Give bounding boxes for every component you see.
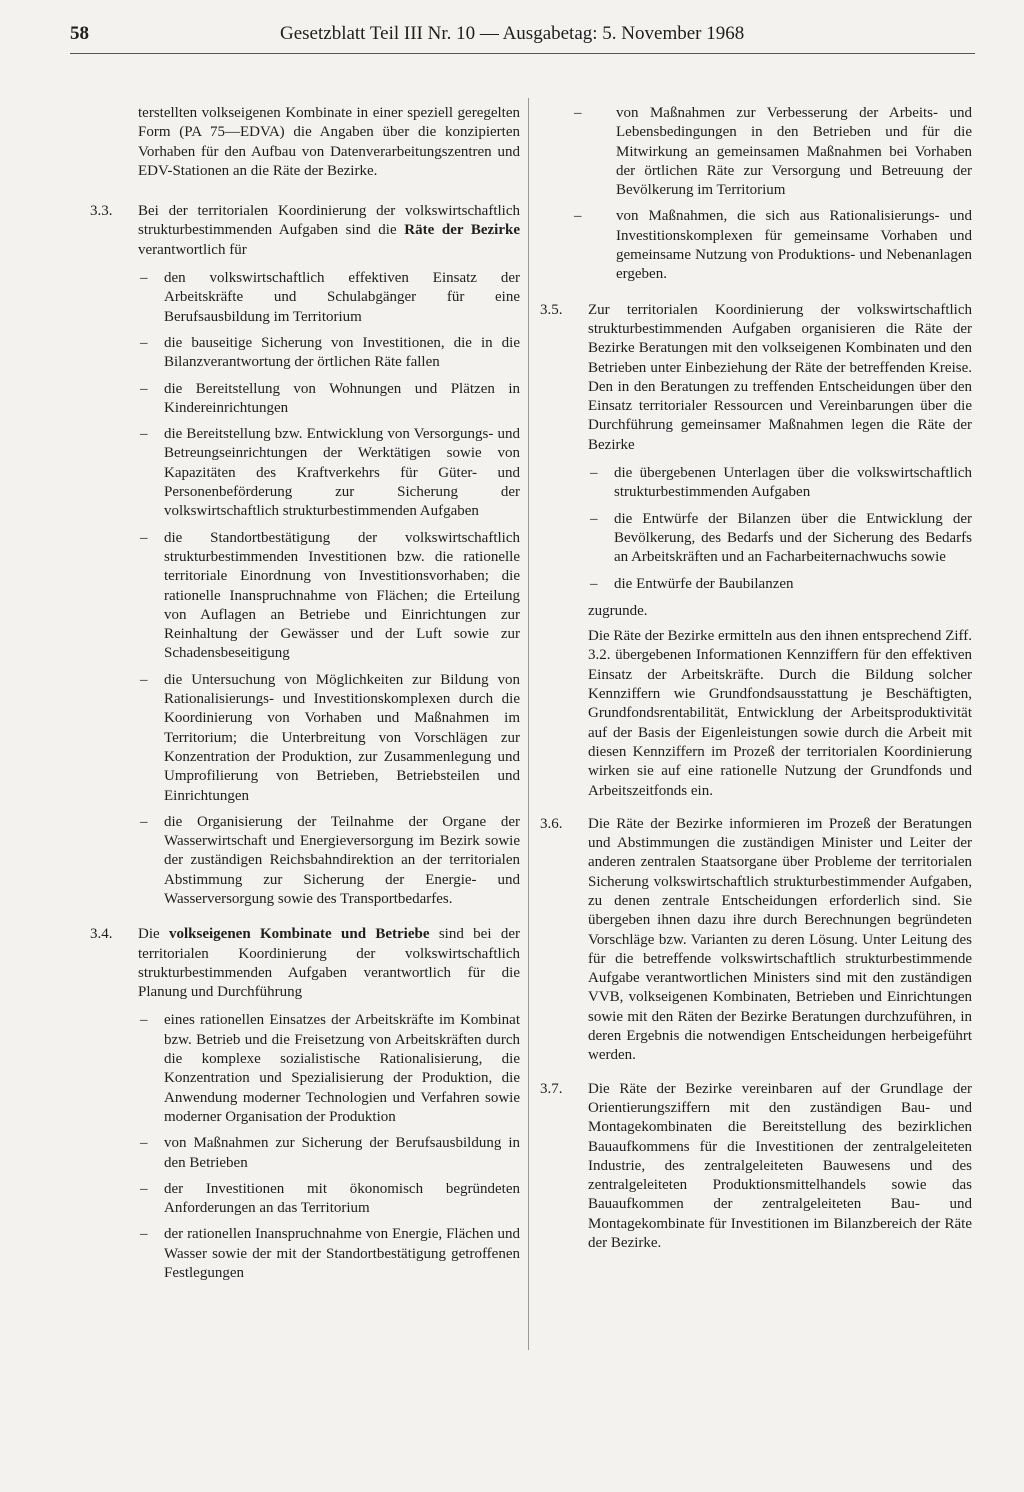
column-separator bbox=[528, 98, 529, 1350]
list-item bbox=[138, 425, 520, 521]
list-item bbox=[138, 380, 520, 419]
list-item-text: – den volkswirtschaftlich effektiven Einsatz der Arbeitskräfte und Schulabgänger für eine Berufsausbildung im Territorium bbox=[164, 270, 520, 325]
section-text: Zur territorialen Koordinierung der volkswirtschaftlich strukturbestimmenden Aufgaben organisieren die Räte der Bezirke Beratungen mit den volkseigenen Kombinaten und den Betrieben unter Einbeziehung der Räte der betreffenden Kreise. Den in den Beratungen zu treffenden Entscheidungen über den Einsatz territorialer Ressourcen und Vereinbarungen über die Durchführung gemeinsamer Maßnahmen legen die Räte der Bezirke bbox=[588, 301, 972, 453]
list-item-text: – die übergebenen Unterlagen über die volkswirtschaftlich strukturbestimmenden Aufgaben bbox=[614, 465, 972, 501]
list-item-text: – die Bereitstellung von Wohnungen und Plätzen in Kindereinrichtungen bbox=[164, 380, 520, 416]
lead-text: verantwortlich für bbox=[138, 241, 247, 258]
list-item bbox=[138, 813, 520, 909]
header-rule bbox=[70, 53, 975, 54]
section-number: 3.7. bbox=[540, 1080, 563, 1097]
list-item bbox=[138, 1180, 520, 1219]
section-3-4 bbox=[90, 925, 520, 1002]
list-item-text: – die Organisierung der Teilnahme der Organe der Wasserwirtschaft und Energieversorgung im Bezirk sowie der zuständigen Reichsbahndirektion an der territorialen Abstimmung zur Sicherung der Energie- und Wasserversorgung sowie des Transportbedarfes. bbox=[164, 813, 520, 907]
section-number: 3.4. bbox=[90, 926, 113, 943]
lead-emphasis: volkseigenen Kombinate und Betriebe bbox=[169, 926, 430, 943]
list-item bbox=[588, 575, 972, 594]
section-3-6 bbox=[540, 815, 972, 1066]
list-3-3 bbox=[138, 269, 520, 909]
list-item-text: – von Maßnahmen zur Sicherung der Berufsausbildung in den Betrieben bbox=[164, 1135, 520, 1171]
list-item-text: – der Investitionen mit ökonomisch begründeten Anforderungen an das Territorium bbox=[164, 1180, 520, 1217]
list-item bbox=[138, 1225, 520, 1283]
intro-paragraph: terstellten volkseigenen Kombinate in einer speziell geregelten Form (PA 75—EDVA) die Angaben über die konzipierten Vorhaben für den Aufbau von Datenverarbeitungszentren und EDV-Stationen an die Räte der Bezirke. bbox=[138, 105, 520, 179]
section-number: 3.5. bbox=[540, 301, 563, 318]
lead-text: Die bbox=[138, 926, 169, 943]
list-item-text: – von Maßnahmen, die sich aus Rationalisierungs- und Investitionskomplexen für gemeinsame Vorhaben und gemeinsame Nutzung von Produktions- und Nebenanlagen ergeben. bbox=[616, 208, 972, 283]
section-text: Die Räte der Bezirke vereinbaren auf der Grundlage der Orientierungsziffern mit den zuständigen Bau- und Montagekombinaten die Bereitstellung des bezirklichen Bauaufkommens für die Investitionen der zentralgeleiteten Industrie, des zentralgeleiteten Bauwesens und des zentralgeleiteten Produktionsmittelhandels sowie das Bauaufkommen der zentralgeleiteten Bau- und Montagekombinate für Investitionen im Bilanzbereich der Räte der Bezirke. bbox=[588, 1080, 972, 1252]
list-3-4 bbox=[138, 1011, 520, 1283]
list-item bbox=[138, 269, 520, 327]
list-3-4-continued bbox=[572, 104, 972, 285]
zugrunde-text: zugrunde. bbox=[588, 602, 648, 619]
list-item-text: – die Entwürfe der Baubilanzen bbox=[614, 575, 794, 592]
section-text: Die Räte der Bezirke informieren im Prozeß der Beratungen und Abstimmungen die zuständigen Minister und Leiter der anderen zentralen Staatsorgane über Probleme der territorialen Sicherung volkswirtschaftlich strukturbestimmender Aufgaben, zu denen zentrale Entscheidungen erforderlich sind. Sie übergeben ihnen dazu ihre durch Berechnungen begründeten Vorschläge bzw. Varianten zu deren Lösung. Unter Leitung des für die betreffende volkswirtschaftlich strukturbestimmende Aufgabe verantwortlichen Ministers sind mit den zuständigen VVB, volkseigenen Kombinaten, Betrieben und Einrichtungen sowie mit den Räten der Bezirke Beratungen durchzuführen, in deren Ergebnis die notwendigen Entscheidungen herbeigeführt werden. bbox=[588, 815, 972, 1064]
section-3-5-continued bbox=[540, 602, 972, 801]
lead-text: sind bei der territorialen Koordinierung der volkswirtschaftlich strukturbestimmenden Aufgaben verantwortlich für die Planung und Durchführung bbox=[138, 926, 520, 1001]
list-item-text: – von Maßnahmen zur Verbesserung der Arbeits- und Lebensbedingungen in den Betrieben und für die Mitwirkung an gemeinsamen Maßnahmen bei Vorhaben der örtlichen Räte zur Versorgung und Betreuung der Bevölkerung im Territorium bbox=[616, 105, 972, 199]
lead-text: Bei der territorialen Koordinierung der volkswirtschaftlich strukturbestimmenden Aufgaben sind die bbox=[138, 203, 520, 239]
left-column bbox=[90, 104, 520, 1299]
lead-emphasis: Räte der Bezirke bbox=[404, 222, 520, 239]
list-item-text: – eines rationellen Einsatzes der Arbeitskräfte im Kombinat bzw. Betrieb und die Freisetzung von Arbeitskräften durch die komplexe sozialistische Rationalisierung, die Konzentration und Spezialisierung der Produktion, die Anwendung moderner Technologien und Verfahren sowie moderner Organisation der Produktion bbox=[164, 1012, 520, 1125]
continuation-text: Die Räte der Bezirke ermitteln aus den ihnen entsprechend Ziff. 3.2. übergebenen Informationen Kennziffern für den effektiven Einsatz der Arbeitskräfte. Durch die Bildung solcher Kennziffern wie Grundfondsausstattung je Beschäftigten, Grundfondsrentabilität, Entwicklung der Arbeitsproduktivität auf der Basis der Eigenleistungen sowie durch die Arbeit mit diesen Kennziffern im Prozeß der territorialen Koordinierung wirken sie auf eine rationelle Nutzung der Grundfonds und Arbeitszeitfonds ein. bbox=[588, 628, 972, 799]
list-item bbox=[138, 334, 520, 373]
list-item bbox=[572, 207, 972, 284]
list-item-text: – die Bereitstellung bzw. Entwicklung von Versorgungs- und Betreungseinrichtungen der Werktätigen sowie von Kapazitäten des Kraftverkehrs für Güter- und Personenbeförderung zur Sicherung der volkswirtschaftlich strukturbestimmenden Aufgaben bbox=[164, 426, 520, 520]
list-item bbox=[138, 1011, 520, 1127]
list-item bbox=[588, 464, 972, 503]
section-lead bbox=[138, 925, 520, 1002]
list-item bbox=[138, 671, 520, 806]
section-number: 3.3. bbox=[90, 203, 113, 220]
list-item bbox=[138, 529, 520, 664]
page-number: 58 bbox=[70, 23, 89, 44]
list-item-text: – die Entwürfe der Bilanzen über die Entwicklung der Bevölkerung, des Bedarfs und der Sicherung des Bedarfs an Arbeitskräften und an Facharbeiternachwuchs sowie bbox=[614, 510, 972, 566]
right-column bbox=[540, 104, 972, 1262]
list-item-text: – der rationellen Inanspruchnahme von Energie, Flächen und Wasser sowie der mit der Standortbestätigung getroffenen Festlegungen bbox=[164, 1226, 520, 1282]
list-item-text: – die Standortbestätigung der volkswirtschaftlich strukturbestimmenden Investitionen bzw. die rationelle territoriale Einordnung von Investitionsvorhaben; die rationelle Inanspruchnahme von Flächen; die Erteilung von Auflagen an Betriebe und Einrichtungen zur Reinhaltung der Gewässer und der Luft sowie zur Schadensbeseitigung bbox=[164, 529, 520, 662]
list-item bbox=[138, 1134, 520, 1173]
section-number: 3.6. bbox=[540, 815, 563, 832]
list-item bbox=[588, 510, 972, 568]
section-lead bbox=[138, 202, 520, 260]
list-item-text: – die bauseitige Sicherung von Investitionen, die in die Bilanzverantwortung der örtlichen Räte fallen bbox=[164, 334, 520, 371]
section-3-3 bbox=[90, 202, 520, 260]
list-3-5 bbox=[588, 464, 972, 594]
list-item-text: – die Untersuchung von Möglichkeiten zur Bildung von Rationalisierungs- und Investitionskomplexen durch die Koordinierung von Vorhaben und Maßnahmen im Territorium; die Unterbreitung von Vorschlägen zur Konzentration der Produktion, zur Zusammenlegung und Umprofilierung von Betrieben, Betriebsteilen und Einrichtungen bbox=[164, 671, 520, 804]
section-3-5 bbox=[540, 301, 972, 455]
header-title: Gesetzblatt Teil III Nr. 10 — Ausgabetag: 5. November 1968 bbox=[280, 23, 745, 44]
page-header bbox=[70, 18, 970, 50]
list-item bbox=[572, 104, 972, 200]
section-3-7 bbox=[540, 1080, 972, 1254]
